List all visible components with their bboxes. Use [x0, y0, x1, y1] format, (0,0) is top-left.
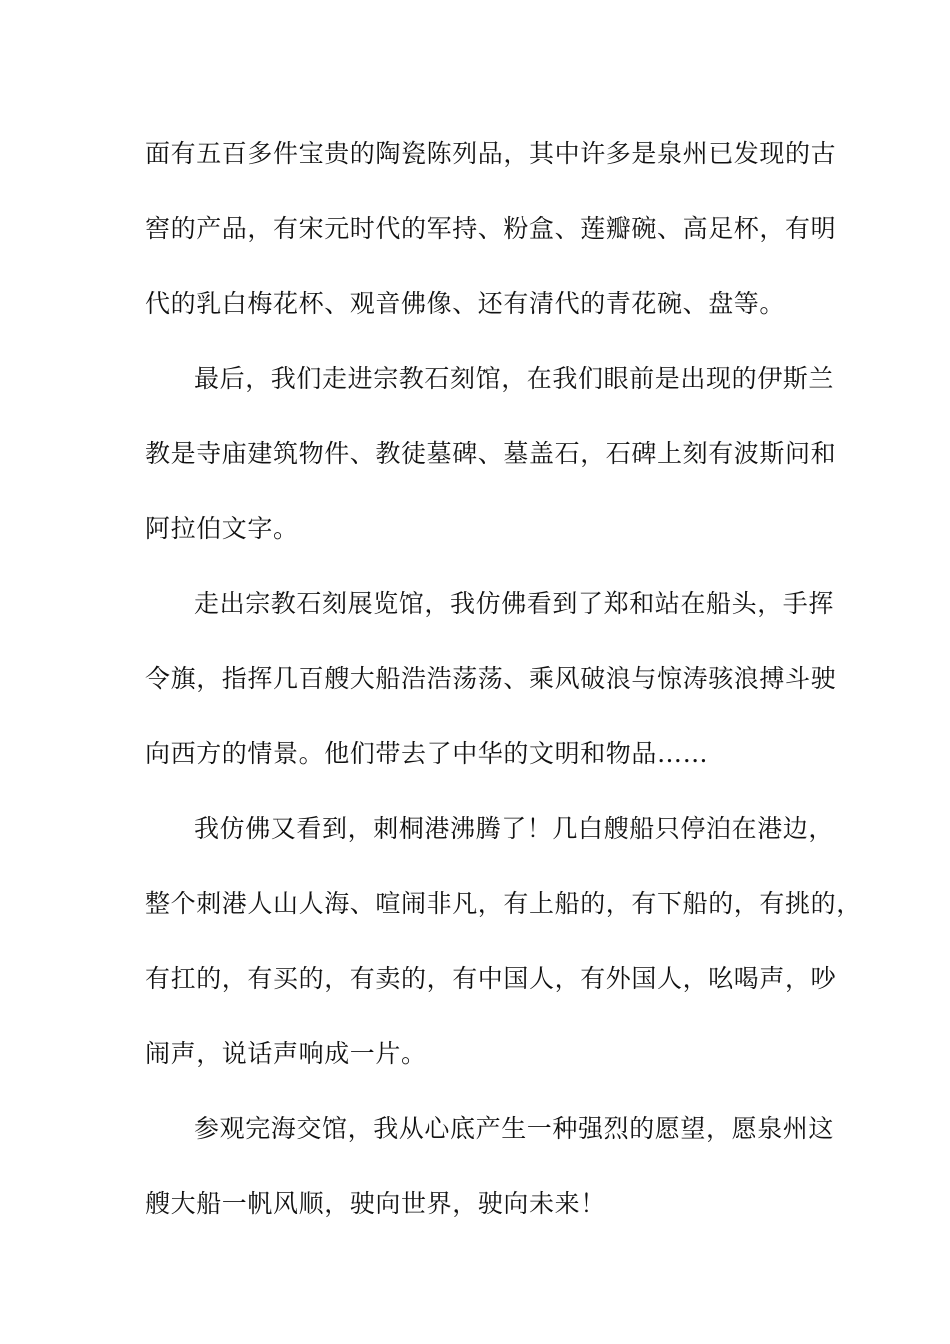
paragraph-first-line: 走出宗教石刻展览馆，我仿佛看到了郑和站在船头，手挥 [194, 589, 835, 618]
paragraph-first-line: 我仿佛又看到，刺桐港沸腾了！几白艘船只停泊在港边， [194, 814, 835, 843]
text-line: 阿拉伯文字。 [145, 514, 299, 543]
text-line: 窖的产品，有宋元时代的军持、粉盒、莲瓣碗、高足杯，有明 [145, 214, 837, 243]
text-line: 整个刺港人山人海、喧闹非凡，有上船的，有下船的，有挑的， [145, 889, 862, 918]
text-line: 闹声，说话声响成一片。 [145, 1039, 427, 1068]
text-line: 令旗，指挥几百艘大船浩浩荡荡、乘风破浪与惊涛骇浪搏斗驶 [145, 664, 837, 693]
text-line: 面有五百多件宝贵的陶瓷陈列品，其中许多是泉州已发现的古 [145, 139, 837, 168]
text-line: 有扛的，有买的，有卖的，有中国人，有外国人，吆喝声，吵 [145, 964, 837, 993]
text-line: 向西方的情景。他们带去了中华的文明和物品…… [145, 739, 709, 768]
text-line: 艘大船一帆风顺，驶向世界，驶向未来！ [145, 1189, 606, 1218]
paragraph-first-line: 参观完海交馆，我从心底产生一种强烈的愿望，愿泉州这 [194, 1114, 835, 1143]
body-text [145, 128, 862, 1253]
text-line: 教是寺庙建筑物件、教徒墓碑、墓盖石，石碑上刻有波斯问和 [145, 439, 837, 468]
paragraph-first-line: 最后，我们走进宗教石刻馆，在我们眼前是出现的伊斯兰 [194, 364, 835, 393]
text-line: 代的乳白梅花杯、观音佛像、还有清代的青花碗、盘等。 [145, 289, 786, 318]
